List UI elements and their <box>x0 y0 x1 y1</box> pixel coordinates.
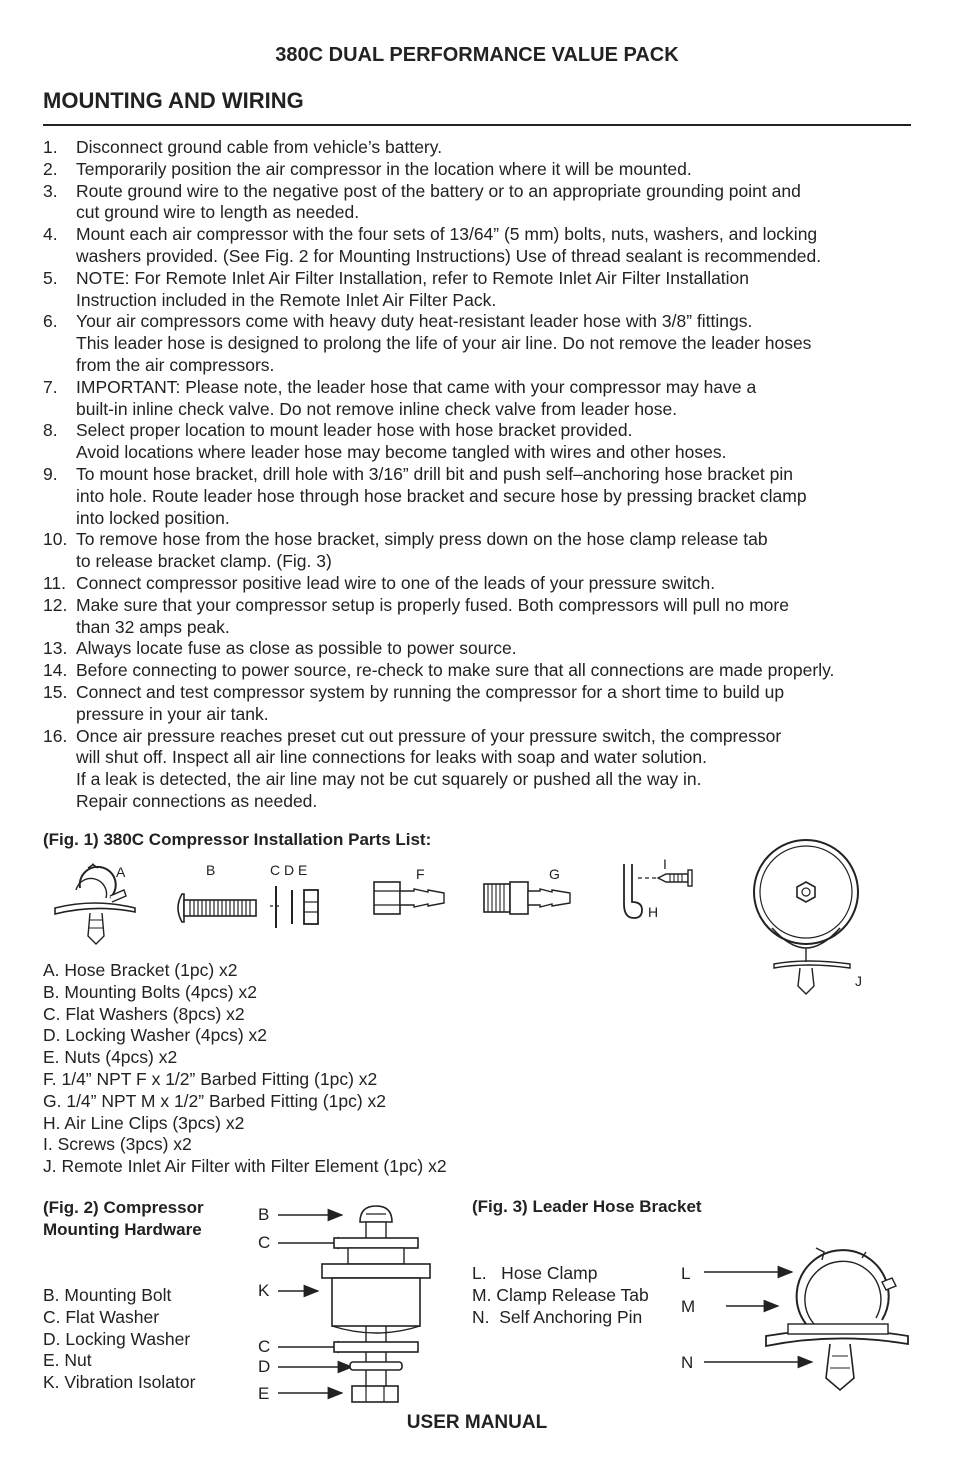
step-text-line: Make sure that your compressor setup is properly fused. Both compressors will pull no more <box>76 594 789 615</box>
step-text-line: built-in inline check valve. Do not remove inline check valve from leader hose. <box>76 398 678 419</box>
fig2-legend-item: C. Flat Washer <box>43 1306 160 1327</box>
parts-list-item: A. Hose Bracket (1pc) x2 <box>43 960 238 980</box>
fig2-title <box>43 1197 204 1241</box>
hose-bracket-drawing <box>50 858 140 948</box>
section-title: MOUNTING AND WIRING <box>43 88 304 113</box>
step-text-line: pressure in your air tank. <box>76 703 269 724</box>
instruction-steps <box>43 137 911 813</box>
step-text-line: from the air compressors. <box>76 354 275 375</box>
fig1-label-a: A <box>116 864 126 880</box>
fig1-label-h: H <box>648 904 659 920</box>
fig1-label-cde: C D E <box>270 862 308 878</box>
instruction-step <box>43 573 911 595</box>
document-header: 380C DUAL PERFORMANCE VALUE PACK <box>275 44 679 66</box>
instruction-step <box>43 464 911 529</box>
parts-list-item: B. Mounting Bolts (4pcs) x2 <box>43 981 257 1002</box>
step-text-line: Connect compressor positive lead wire to one of the leads of your pressure switch. <box>76 572 716 593</box>
step-text-line: To remove hose from the hose bracket, simply press down on the hose clamp release tab <box>76 529 768 550</box>
fig1-label-b: B <box>206 862 216 878</box>
step-text-line: To mount hose bracket, drill hole with 3/16” drill bit and push self–anchoring hose bracket pin <box>76 463 793 484</box>
step-text-line: Always locate fuse as close as possible to power source. <box>76 638 517 659</box>
barbed-fitting-f-drawing <box>372 878 452 918</box>
step-text-line: Disconnect ground cable from vehicle’s battery. <box>76 137 443 157</box>
step-text-line: into hole. Route leader hose through hose bracket and secure hose by pressing bracket clamp <box>76 485 807 506</box>
fig2-legend-item: B. Mounting Bolt <box>43 1285 172 1305</box>
parts-list-item: H. Air Line Clips (3pcs) x2 <box>43 1112 245 1133</box>
parts-list-item: J. Remote Inlet Air Filter with Filter Element (1pc) x2 <box>43 1156 447 1177</box>
fig3-legend-item: M. Clamp Release Tab <box>472 1285 649 1305</box>
air-filter-drawing <box>750 824 866 1000</box>
fig2-callout-d: D <box>258 1357 271 1376</box>
fig2-callout-c2: C <box>258 1337 271 1356</box>
step-number: 15. <box>43 681 68 702</box>
fig3-legend-item: L. Hose Clamp <box>472 1263 598 1283</box>
instruction-step <box>43 181 911 225</box>
step-number: 11. <box>43 572 67 593</box>
step-text-line: Your air compressors come with heavy duty heat-resistant leader hose with 3/8” fittings. <box>76 311 753 332</box>
fig3-legend-item: N. Self Anchoring Pin <box>472 1307 643 1327</box>
instruction-step <box>43 420 911 464</box>
step-text-line: Mount each air compressor with the four sets of 13/64” (5 mm) bolts, nuts, washers, and locking <box>76 224 818 245</box>
step-number: 12. <box>43 594 68 615</box>
fig3-legend <box>472 1262 649 1328</box>
step-text-line: Repair connections as needed. <box>76 790 318 811</box>
fig3-callout-m: M <box>681 1297 696 1316</box>
step-number: 5. <box>43 267 58 288</box>
step-number: 10. <box>43 529 68 550</box>
step-number: 4. <box>43 224 58 245</box>
step-text-line: Route ground wire to the negative post of the battery or to an appropriate grounding point and <box>76 180 801 201</box>
step-text-line: cut ground wire to length as needed. <box>76 202 360 223</box>
instruction-step <box>43 268 911 312</box>
step-text-line: If a leak is detected, the air line may not be cut squarely or pushed all the way in. <box>76 769 702 790</box>
instruction-step <box>43 529 911 573</box>
step-number: 1. <box>43 137 58 157</box>
fig2-legend-item: D. Locking Washer <box>43 1328 191 1349</box>
fig2-callout-c1: C <box>258 1233 271 1252</box>
step-number: 13. <box>43 638 68 659</box>
fig2-legend-item: E. Nut <box>43 1350 92 1371</box>
parts-list-item: I. Screws (3pcs) x2 <box>43 1134 192 1155</box>
parts-list-item: D. Locking Washer (4pcs) x2 <box>43 1025 268 1046</box>
fig2-legend-item: K. Vibration Isolator <box>43 1372 196 1393</box>
step-text-line: Select proper location to mount leader hose with hose bracket provided. <box>76 420 633 441</box>
parts-list-item: E. Nuts (4pcs) x2 <box>43 1047 178 1068</box>
instruction-step <box>43 726 911 813</box>
fig2-legend <box>43 1285 195 1394</box>
step-text-line: Connect and test compressor system by running the compressor for a short time to build up <box>76 681 785 702</box>
step-text-line: This leader hose is designed to prolong the life of your air line. Do not remove the leader hoses <box>76 333 812 354</box>
fig1-label-j: J <box>855 973 862 989</box>
fig2-callout-e: E <box>258 1384 270 1403</box>
step-text-line: Before connecting to power source, re-check to make sure that all connections are made properly. <box>76 660 835 681</box>
step-text-line: to release bracket clamp. (Fig. 3) <box>76 551 332 572</box>
fig2-title-line2: Mounting Hardware <box>43 1220 202 1239</box>
fig3-callout-l: L <box>681 1264 691 1283</box>
step-text-line: washers provided. (See Fig. 2 for Mounting Instructions) Use of thread sealant is recommended. <box>76 245 822 266</box>
mounting-hardware-drawing <box>270 1200 440 1410</box>
mounting-bolt-drawing <box>172 888 262 928</box>
parts-list <box>43 960 447 1178</box>
step-text-line: than 32 amps peak. <box>76 616 230 637</box>
step-text-line: NOTE: For Remote Inlet Air Filter Installation, refer to Remote Inlet Air Filter Installation <box>76 267 750 288</box>
step-number: 8. <box>43 420 58 441</box>
step-text-line: will shut off. Inspect all air line connections for leaks with soap and water solution. <box>76 747 707 768</box>
step-number: 16. <box>43 725 68 746</box>
document-footer: USER MANUAL <box>406 1412 548 1433</box>
step-text-line: Instruction included in the Remote Inlet Air Filter Pack. <box>76 289 497 310</box>
fig2-title-line1: (Fig. 2) Compressor <box>43 1198 204 1217</box>
parts-list-item: C. Flat Washers (8pcs) x2 <box>43 1003 245 1024</box>
instruction-step <box>43 682 911 726</box>
fig1-label-f: F <box>416 866 425 882</box>
step-number: 6. <box>43 311 58 332</box>
step-number: 14. <box>43 660 68 681</box>
step-number: 2. <box>43 158 58 179</box>
fig1-title: (Fig. 1) 380C Compressor Installation Parts List: <box>43 830 432 849</box>
leader-hose-bracket-drawing <box>696 1240 912 1396</box>
parts-list-item: G. 1/4” NPT M x 1/2” Barbed Fitting (1pc) x2 <box>43 1090 386 1111</box>
step-number: 9. <box>43 463 58 484</box>
washers-nut-drawing <box>262 882 324 932</box>
instruction-step <box>43 595 911 639</box>
instruction-step <box>43 137 911 159</box>
title-rule <box>43 124 911 126</box>
step-number: 7. <box>43 376 58 397</box>
step-text-line: into locked position. <box>76 507 230 528</box>
instruction-step <box>43 638 911 660</box>
instruction-step <box>43 224 911 268</box>
step-text-line: Temporarily position the air compressor in the location where it will be mounted. <box>76 158 692 179</box>
fig2-callout-k: K <box>258 1281 270 1300</box>
step-text-line: Once air pressure reaches preset cut out pressure of your pressure switch, the compressor <box>76 725 782 746</box>
step-text-line: Avoid locations where leader hose may become tangled with wires and other hoses. <box>76 442 727 463</box>
instruction-step <box>43 660 911 682</box>
instruction-step <box>43 377 911 421</box>
parts-list-item: F. 1/4” NPT F x 1/2” Barbed Fitting (1pc) x2 <box>43 1068 378 1089</box>
clip-screw-drawing <box>612 860 696 924</box>
barbed-fitting-g-drawing <box>482 878 576 918</box>
fig2-callout-b: B <box>258 1205 270 1224</box>
step-number: 3. <box>43 180 58 201</box>
fig3-title: (Fig. 3) Leader Hose Bracket <box>472 1197 702 1216</box>
instruction-step <box>43 311 911 376</box>
fig1-label-g: G <box>549 866 560 882</box>
instruction-step <box>43 159 911 181</box>
fig1-label-i: I <box>663 856 667 872</box>
step-text-line: IMPORTANT: Please note, the leader hose that came with your compressor may have a <box>76 376 757 397</box>
fig3-callout-n: N <box>681 1353 694 1372</box>
